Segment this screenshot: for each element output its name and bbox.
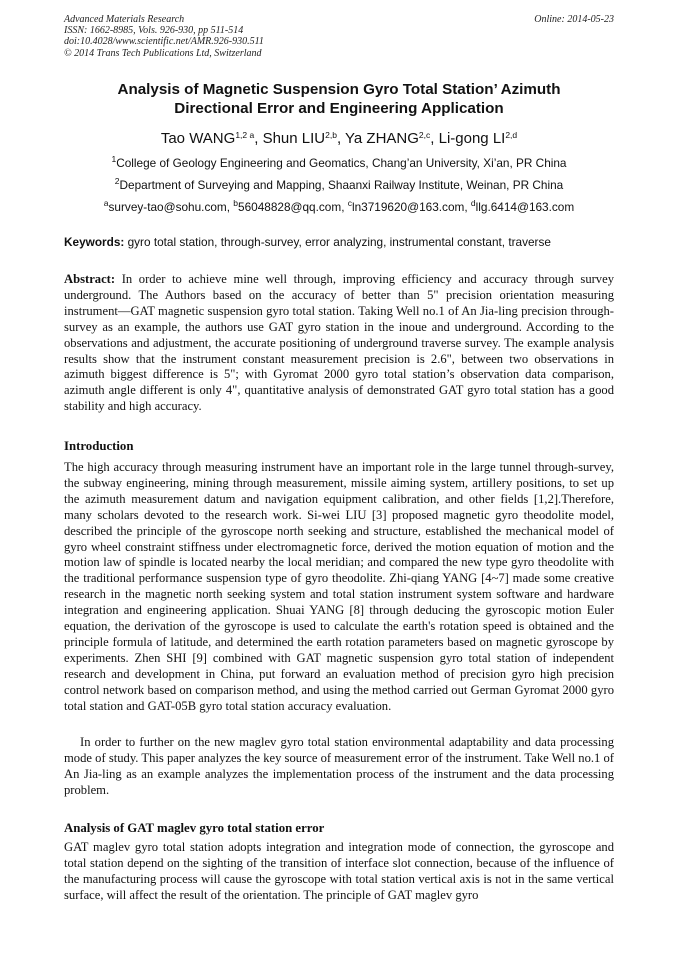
title-line-1: Analysis of Magnetic Suspension Gyro Total Station’ Azimuth <box>117 81 561 98</box>
affiliation-sup: 2 <box>114 176 120 186</box>
email-link[interactable]: llg.6414@163.com <box>475 200 575 214</box>
introduction-paragraph-1: The high accuracy through measuring instrument have an important role in the large tunnel through-survey, the subway engineering, mining through measurement, missile aiming system, artillery positions, to set up the azimuth measurement datum and navigation equipment calibration, and other fields [1,2].Therefore, many scholars devoted to the research work. Si-wei LIU [3] proposed magnetic gyro theodolite model, described the principle of the gyroscope north seeking and structure, established the mechanical model of gyro wheel constraint stiffness under electromagnetic force, derived the motion equation of motion and the motion law of spindle is located nearby the local meridian; and compared the new type gyro theodolite with the traditional performance suspension type of gyro theodolite. Zhi-qiang YANG [4~7] made some creative research in the magnetic north seeking system and total station instrument system software and hardware integration and engineering application. Shuai YANG [8] through deducing the gyroscopic motion Euler equation, the derivation of the gyroscope is used to calculate the earth's rotation speed is obtained and the principle formula of latitude, and determined the earth rotation parameters based on magnetic gyroscope by experiments. Zhen SHI [9] combined with GAT magnetic suspension gyro total station of independent research and development in China, put forward an evaluation method of precision gyro high precision control network based on comparison method, and using the method carried out German Gyromat 2000 gyro total station and GAT-05B gyro total station accuracy evaluation. <box>64 460 614 713</box>
introduction-heading: Introduction <box>64 439 134 453</box>
affiliation-text: Department of Surveying and Mapping, Shaanxi Railway Institute, Weinan, PR China <box>119 178 564 192</box>
author-name: Li-gong LI <box>438 130 506 147</box>
journal-name: Advanced Materials Research <box>64 14 185 25</box>
author-name: Ya ZHANG <box>345 130 419 147</box>
email-link[interactable]: ln3719620@163.com <box>352 200 465 214</box>
abstract <box>64 272 614 415</box>
analysis-heading: Analysis of GAT maglev gyro total station error <box>64 821 325 835</box>
copyright-line: © 2014 Trans Tech Publications Ltd, Switzerland <box>64 47 262 59</box>
keywords-text: gyro total station, through-survey, error analyzing, instrumental constant, traverse <box>124 235 551 249</box>
author-sup: 2,d <box>505 130 518 140</box>
affiliation-sup: 1 <box>111 154 117 164</box>
abstract-text: In order to achieve mine well through, improving efficiency and accuracy through survey underground. The Authors based on the accuracy of better than 5" precision orientation measuring instrument—GAT magnetic suspension gyro total station. Taking Well no.1 of An Jia-ling precision through-survey as an example, the authors use GAT gyro station in the inoue and underground. According to the observations and adjustment, the accurate positioning of underground traverse survey. The example analysis results show that the instrument constant measurement precision is 2.6", between two observations in azimuth biggest difference is 5"; with Gyromat 2000 gyro total station’s observation data comparison, azimuth angle different is only 4", quantitative analysis of demonstrated GAT gyro total station has a good stability and high accuracy. <box>64 272 614 414</box>
paper-title <box>64 80 614 118</box>
author-name: Tao WANG <box>160 130 236 147</box>
doi-line: doi:10.4028/www.scientific.net/AMR.926-930.511 <box>64 36 264 48</box>
issn-line: ISSN: 1662-8985, Vols. 926-930, pp 511-514 <box>64 25 244 37</box>
introduction-paragraph-2: In order to further on the new maglev gyro total station environmental adaptability and data processing mode of study. This paper analyzes the key source of measurement error of the instrument. Take Well no.1 of An Jia-ling as an example analyzes the implementation process of the instrument and the data processing problem. <box>64 735 614 797</box>
email-sup: a <box>103 198 109 208</box>
email-sup: c <box>347 198 352 208</box>
author-sup: 1,2 a <box>235 130 255 140</box>
abstract-label: Abstract: <box>64 272 116 286</box>
journal-header <box>64 14 614 59</box>
author-list: Tao $WANG^{1,2 a}$, Shun LIU$^{2,b}$, Ya ZHANG$^{2,c}$, Li-gong LI$^{2,d}$ <box>160 130 518 147</box>
email-link[interactable]: survey-tao@sohu.com <box>108 200 227 214</box>
analysis-paragraph-1: GAT maglev gyro total station adopts integration and integration mode of connection, the gyroscope and total station depend on the sighting of the transition of interface slot connection, because of the influence of the manufacturing process will cause the gyroscope with total station vertical axis is not in the same vertical surface, will affect the result of the orientation. The principle of GAT maglev gyro <box>64 840 614 902</box>
author-name: Shun LIU <box>262 130 326 147</box>
affiliation-text: College of Geology Engineering and Geomatics, Chang’an University, Xi’an, PR China <box>116 156 567 170</box>
online-date: Online: 2014-05-23 <box>534 14 614 25</box>
title-line-2: Directional Error and Engineering Application <box>174 100 504 117</box>
email-sup: d <box>470 198 476 208</box>
author-sup: 2,b <box>325 130 337 140</box>
author-sup: 2,c <box>418 130 431 140</box>
email-sup: b <box>233 198 239 208</box>
affiliation-1 <box>64 156 614 170</box>
keywords-label: Keywords: <box>64 235 125 249</box>
email-link[interactable]: 56048828@qq.com <box>238 200 342 214</box>
email-list: $^a$survey-tao@sohu.com, $^b$56048828@qq.com, $^c$ln3719620@163.com, $^d$llg.6414@163.com <box>103 198 575 214</box>
keywords <box>64 235 614 250</box>
affiliation-2 <box>64 178 614 192</box>
